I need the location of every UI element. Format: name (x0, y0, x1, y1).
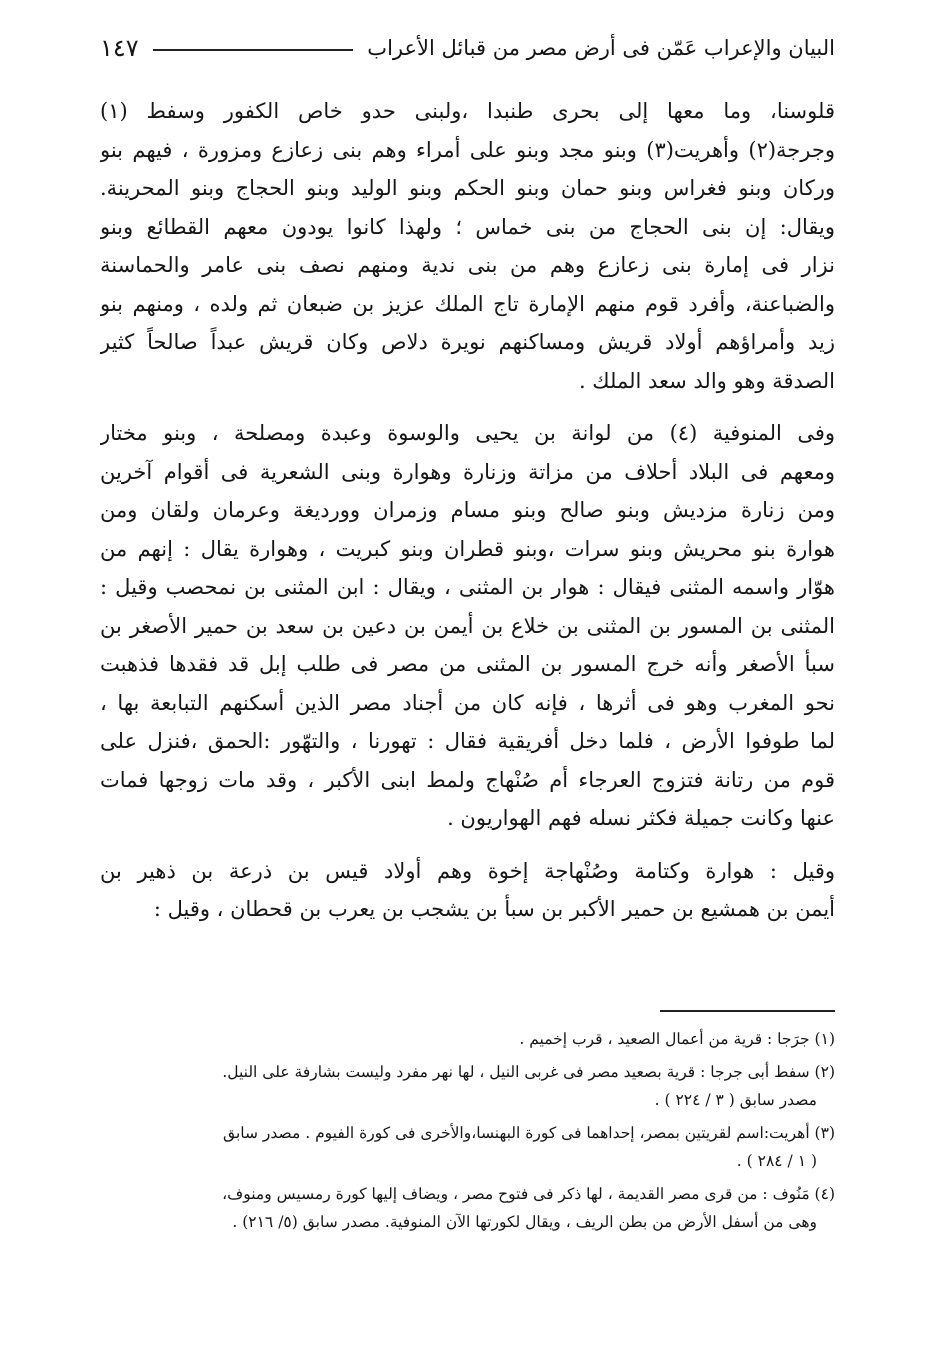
text-line: ومعهم فى البلاد أحلاف من مزاتة وزنارة وهوارة وبنى الشعرية فى أقوام آخرين (100, 459, 835, 484)
page-number: ١٤٧ (100, 34, 139, 62)
footnote (100, 1058, 835, 1114)
footnote (100, 1025, 835, 1053)
footnote-line: وهى من أسفل الأرض من بطن الريف ، ويقال لكورتها الآن المنوفية. مصدر سابق (٥/ ٢١٦) . (232, 1213, 817, 1231)
text-line: ويقال: إن بنى الحجاج من بنى خماس ؛ ولهذا كانوا يودون معهم القطائع وبنو (100, 214, 835, 239)
text-line: زيد وأمراؤهم أولاد قريش ومساكنهم نويرة دلاص وكان قريش عبداً صالحاً كثير (100, 330, 835, 354)
footnote-separator (660, 1010, 835, 1012)
text-line: والضباعنة، وأفرد قوم منهم الإمارة تاج الملك عزيز بن ضبعان ثم ولده ، ومنهم بنو (100, 291, 835, 316)
footnote-line: ( ١ / ٢٨٤ ) . (736, 1152, 817, 1170)
paragraph-gap (100, 838, 835, 852)
text-line: لما طوفوا الأرض ، فلما دخل أفريقية فقال : تهورنا ، والتهّور :الحمق ،فنزل على (100, 729, 835, 753)
footnote-line: (٢) سفط أبى جرجا : قرية بصعيد مصر فى غربى النيل ، لها نهر مفرد وليست بشارفة على النيل. (222, 1063, 835, 1081)
footnote-line: (١) جرَجا : قرية من أعمال الصعيد ، قرب إخميم . (519, 1030, 835, 1048)
main-text (100, 92, 835, 929)
paragraph-gap (100, 400, 835, 414)
text-line: قوم من رتانة فتزوج العرجاء أم صُنْهاج ولمط ابنى الأكبر ، وقد مات زوجها فمات (100, 767, 835, 792)
footnote (100, 1180, 835, 1236)
footnote (100, 1119, 835, 1175)
text-line: سبأ الأصغر وأنه خرج المسور بن المثنى من مصر فى طلب إبل قد فقدها فذهبت (100, 652, 835, 676)
text-line: وقيل : هوارة وكتامة وصُنْهاجة إخوة وهم أولاد قيس بن ذرعة بن ذهير بن (100, 858, 835, 883)
text-line: أيمن بن همشيع بن حمير الأكبر بن سبأ بن يشجب بن يعرب بن قحطان ، وقيل : (153, 897, 835, 921)
footnote-line: مصدر سابق ( ٣ / ٢٢٤ ) . (654, 1091, 817, 1109)
text-line: الصدقة وهو والد سعد الملك . (578, 368, 835, 393)
text-line: وفى المنوفية (٤) من لوانة بن يحيى والوسوة وعبدة ومصلحة ، وبنو مختار (100, 421, 835, 445)
footnote-line: (٣) أهريت:اسم لقريتين بمصر، إحداهما فى كورة البهنسا،والأخرى فى كورة الفيوم . مصدر سابق (223, 1124, 835, 1142)
paragraph (100, 414, 835, 838)
running-title: البيان والإعراب عَمّن فى أرض مصر من قبائل الأعراب (367, 36, 835, 60)
paragraph (100, 92, 835, 400)
footnotes (100, 1025, 835, 1241)
text-line: وركان وبنو فغراس وبنو حمان وبنو الحكم وبنو الوليد وبنو الحجاج وبنو المحرينة. (100, 176, 835, 200)
page-header (100, 28, 835, 68)
text-line: نحو المغرب وهو فى أثرها ، فإنه كان من أجناد مصر الذين أسكنهم التبابعة بها ، (100, 690, 835, 715)
text-line: هوّار واسمه المثنى فيقال : هوار بن المثنى ، ويقال : ابن المثنى بن نمحصب وقيل : (100, 575, 835, 599)
paragraph (100, 852, 835, 929)
header-rule (153, 49, 354, 51)
text-line: هوارة بنو محريش وبنو سرات ،وبنو قطران وبنو كبريت ، وهوارة يقال : إنهم من (100, 536, 835, 561)
text-line: عنها وكانت جميلة فكثر نسله فهم الهواريون . (447, 806, 835, 830)
text-line: وجرجة(٢) وأهريت(٣) وبنو مجد وبنو على أمراء وهم بنى زعازع ومزورة ، فيهم بنو (100, 137, 835, 162)
text-line: نزار فى إمارة بنى زعازع وهم من بنى ندية ومنهم نصف بنى عامر والحماسنة (100, 253, 835, 277)
text-line: المثنى بن المسور بن المثنى بن خلاع بن أيمن بن دعين بن سعد بن حمير الأصغر بن (100, 613, 835, 638)
footnote-line: (٤) مَنُوف : من قرى مصر القديمة ، لها ذكر فى فتوح مصر ، ويضاف إليها كورة رمسيس ومنوف، (222, 1185, 835, 1203)
text-line: قلوسنا، وما معها إلى بحرى طنبدا ،ولبنى حدو خاص الكفور وسفط (١) (100, 99, 835, 123)
text-line: ومن زنارة مزديش وبنو صالح وبنو مسام وزمران وورديغة وعرمان ولقان ومن (100, 498, 835, 522)
